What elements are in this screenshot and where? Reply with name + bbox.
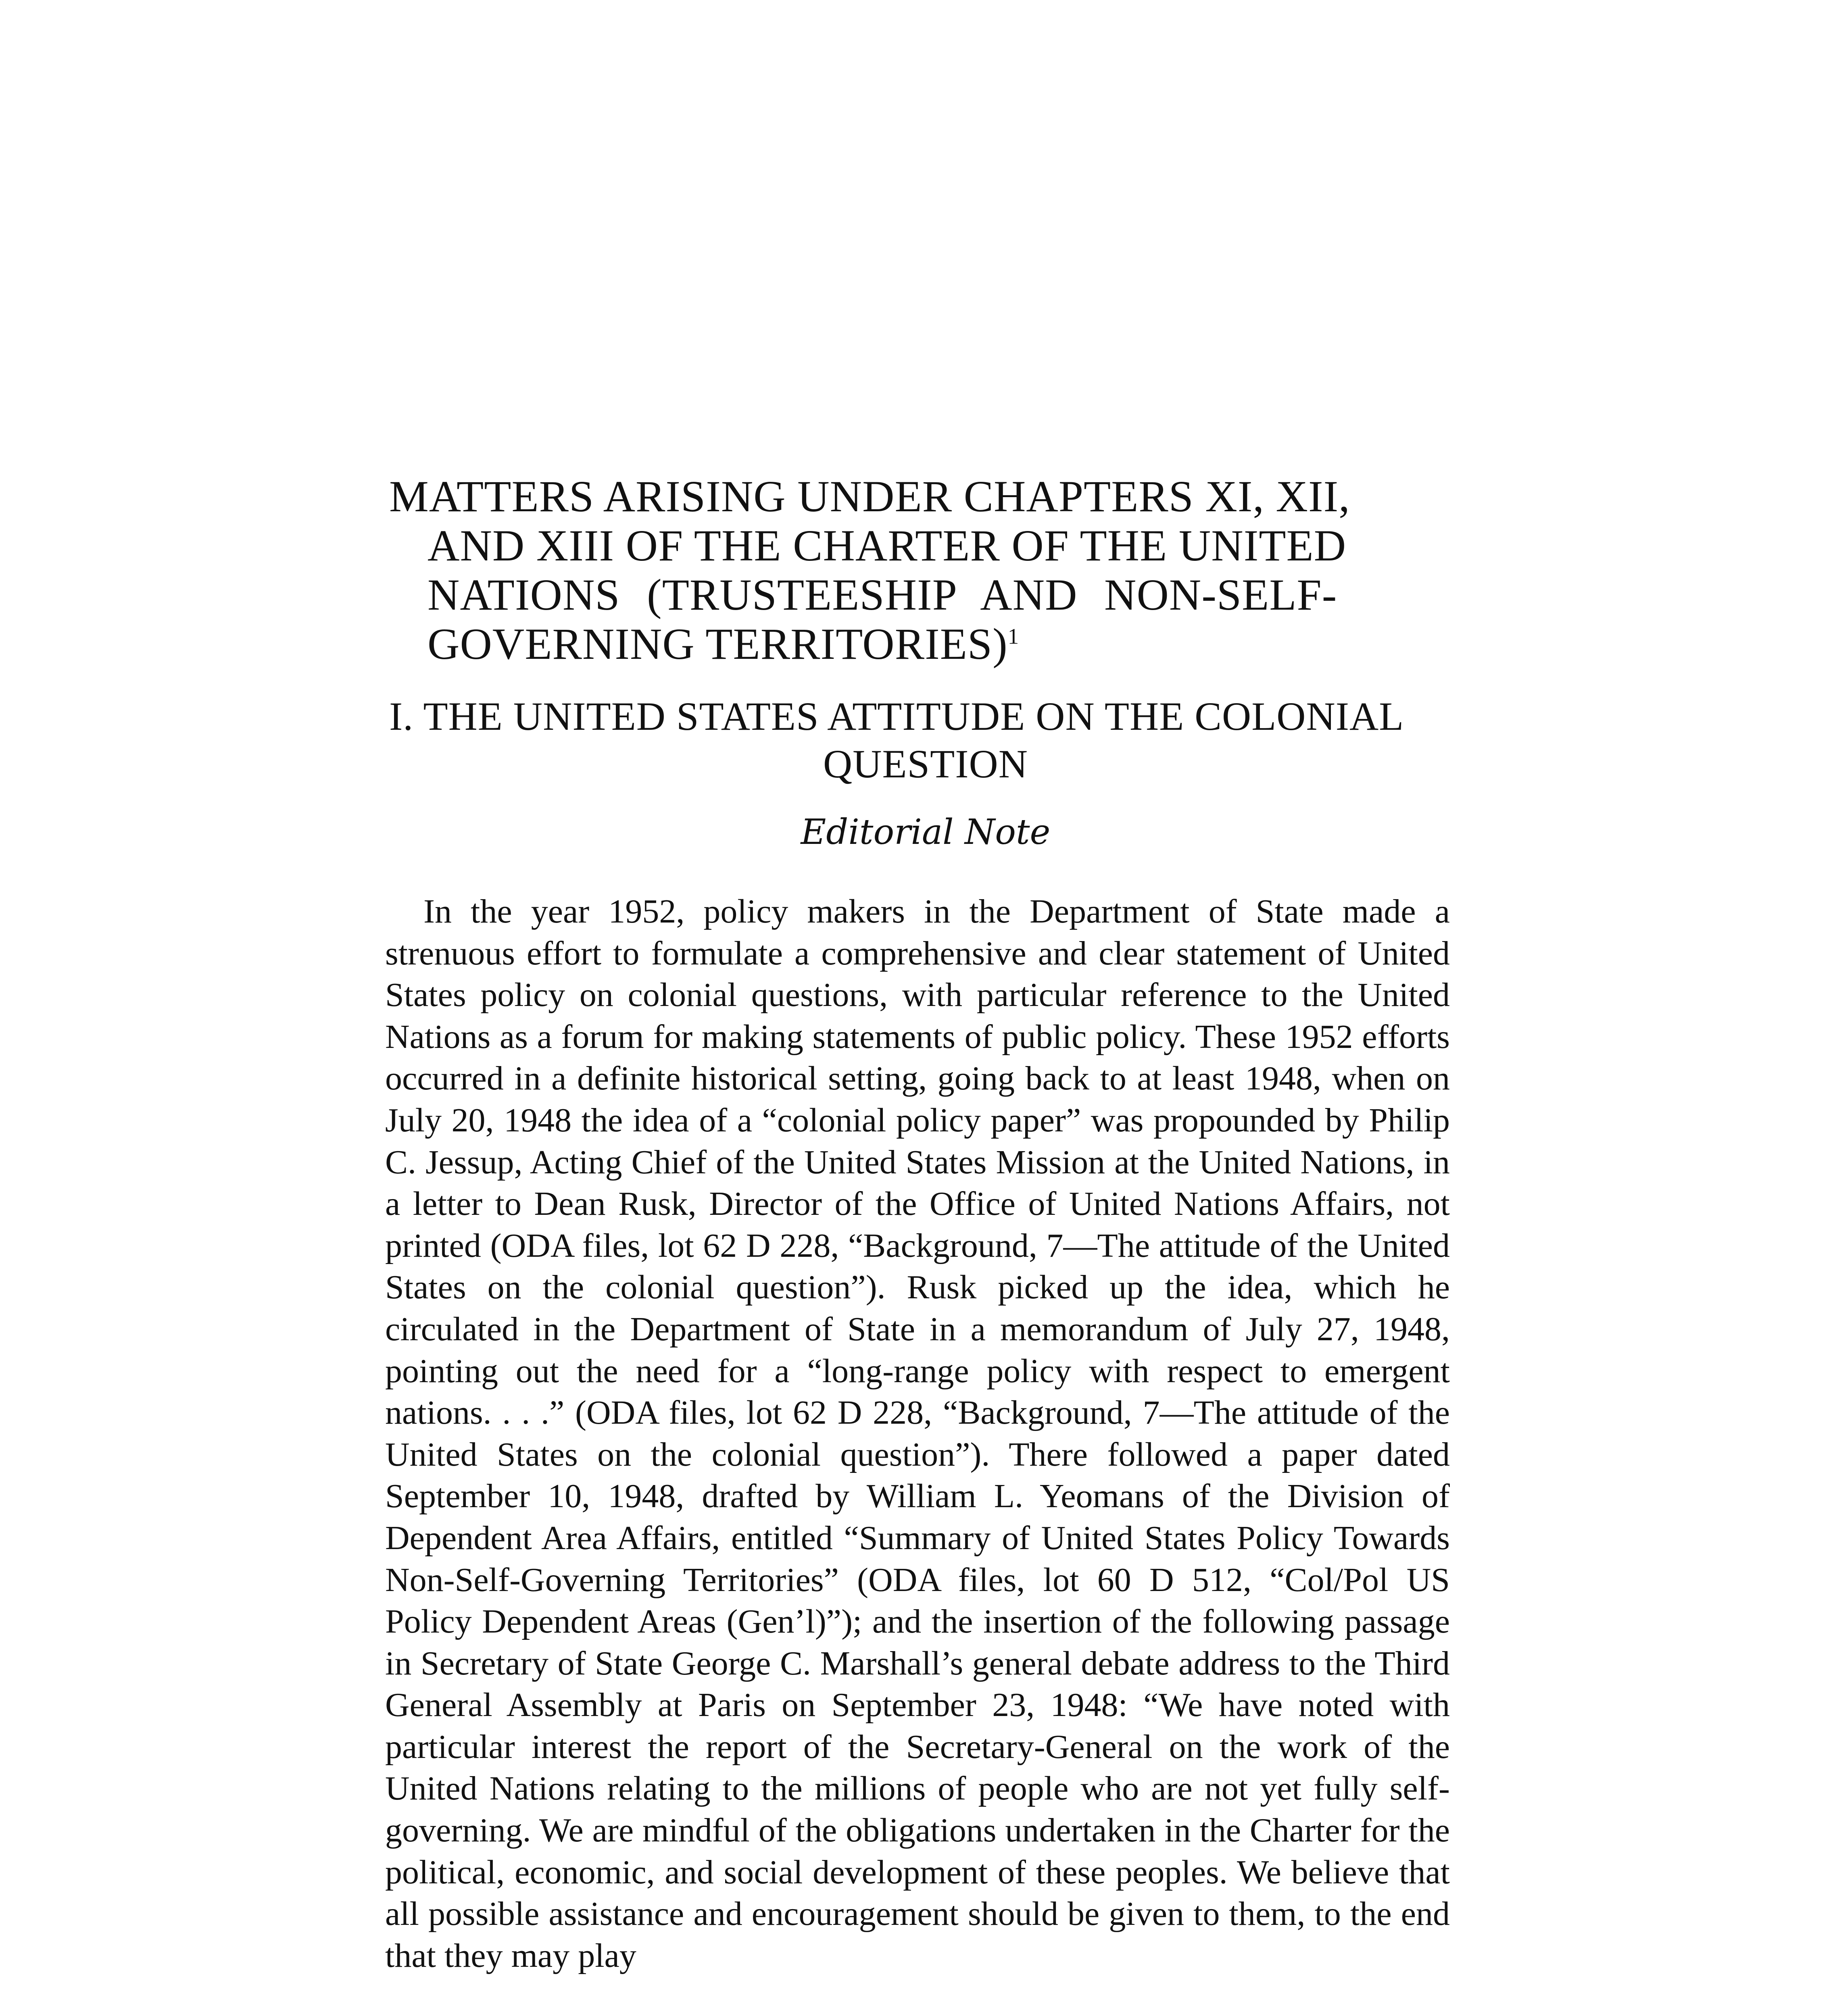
body-paragraph: In the year 1952, policy makers in the Department of State made a strenuous effort to formulate a comprehensive and clear statement of United States policy on colonial questions, with particular reference to the United Nations as a forum for making statements of public policy. These 1952 efforts occurred in a definite historical setting, going back to at least 1948, when on July 20, 1948 the idea of a “colonial policy paper” was propounded by Philip C. Jessup, Acting Chief of the United States Mission at the United Nations, in a letter to Dean Rusk, Director of the Office of United Nations Affairs, not printed (ODA files, lot 62 D 228, “Background, 7—The attitude of the United States on the colonial question”). Rusk picked up the idea, which he circulated in the Department of State in a memorandum of July 27, 1948, pointing out the need for a “long-range policy with respect to emergent nations. . . .” (ODA files, lot 62 D 228, “Background, 7—The attitude of the United States on the colonial question”). There followed a paper dated September 10, 1948, drafted by William L. Yeomans of the Division of Dependent Area Affairs, entitled “Summary of United States Policy Towards Non-Self-Governing Territories” (ODA files, lot 60 D 512, “Col/Pol US Policy Dependent Areas (Gen’l)”); and the insertion of the following passage in Secretary of State George C. Marshall’s general debate address to the Third General Assembly at Paris on September 23, 1948: “We have noted with particular interest the report of the Secretary-General on the work of the United Nations relating to the millions of people who are not yet fully self-governing. We are mindful of the obligations undertaken in the Charter for the political, economic, and social development of these peoples. We believe that all possible assistance and encouragement should be given to them, to the end that they may play [385, 893, 1450, 1974]
section-heading-line-2: QUESTION [823, 741, 1028, 786]
title-line-3: NATIONS (TRUSTEESHIP AND NON-SELF- [427, 570, 1337, 619]
editorial-note-heading: Editorial Note [801, 812, 1051, 852]
title-line-4 [385, 619, 1450, 669]
title-line-2: AND XIII OF THE CHARTER OF THE UNITED [427, 521, 1347, 570]
title-line-1: MATTERS ARISING UNDER CHAPTERS XI, XII, [389, 472, 1350, 521]
section-heading-line-1: I. THE UNITED STATES ATTITUDE ON THE COLONIAL [389, 694, 1404, 739]
title-footnote-ref: 1 [1007, 624, 1020, 649]
document-page [385, 472, 1450, 2010]
section-heading [385, 693, 1450, 788]
chapter-title [385, 472, 1450, 669]
title-line-4-text: GOVERNING TERRITORIES) [427, 619, 1008, 669]
